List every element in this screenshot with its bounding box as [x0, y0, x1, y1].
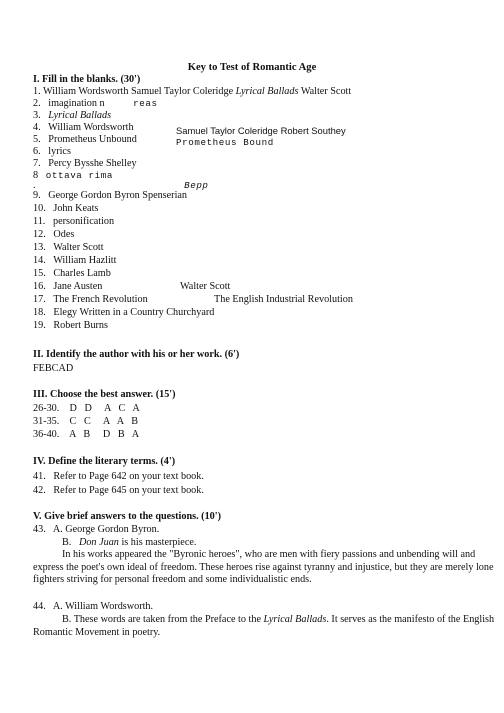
answer-text-16b: Walter Scott — [180, 281, 231, 292]
item-number: 16. — [33, 281, 46, 292]
choice-answers: C C A A B — [69, 416, 139, 427]
answer-line-11 — [33, 216, 114, 228]
item-number: 1. — [33, 86, 41, 97]
item-number: 11. — [33, 216, 46, 227]
answer-text: Robert Burns — [53, 320, 108, 331]
item-number: 7. — [33, 158, 41, 169]
answer-text: personification — [53, 216, 115, 227]
answer-line-14 — [33, 255, 116, 267]
answer-line-3 — [33, 110, 111, 122]
answer-mono: Bepp — [184, 180, 209, 191]
choice-answers: D D A C A — [69, 403, 140, 414]
question-44-a — [33, 601, 153, 613]
item-number: . — [33, 180, 36, 191]
answer-text-17b: The English Industrial Revolution — [214, 294, 353, 305]
item-number: 17. — [33, 294, 46, 305]
item-number: 42. — [33, 485, 46, 496]
answer-text: Prometheus Unbound — [48, 134, 137, 145]
answer-line-17 — [33, 294, 148, 306]
answer-line-1 — [33, 86, 351, 98]
item-number: 43. — [33, 524, 46, 535]
answer-italic: Don Juan — [78, 537, 119, 548]
item-number: 18. — [33, 307, 46, 318]
answer-line-15 — [33, 268, 111, 280]
answer-text: William Wordsworth Samuel Taylor Coleridge — [43, 86, 236, 97]
answer-line-10 — [33, 203, 98, 215]
item-number: 44. — [33, 601, 46, 612]
answer-text: B. — [62, 537, 79, 548]
definition-text: Refer to Page 642 on your text book. — [53, 471, 204, 482]
choice-row — [33, 416, 138, 428]
answer-italic: Lyrical Ballads — [235, 86, 299, 97]
answer-text: Charles Lamb — [53, 268, 111, 279]
section-5-heading: V. Give brief answers to the questions. (10') — [33, 511, 221, 522]
choice-range: 36-40. — [33, 429, 60, 440]
side-note-1: Samuel Taylor Coleridge Robert Southey — [176, 125, 346, 136]
question-44-b — [33, 614, 495, 639]
item-number: 2. — [33, 98, 41, 109]
answer-italic: Lyrical Ballads — [263, 614, 327, 625]
answer-text: B. These words are taken from the Preface to the — [62, 614, 264, 625]
answer-text: George Gordon Byron Spenserian — [48, 190, 188, 201]
answer-mono: reas — [133, 98, 158, 109]
answer-text: William Wordsworth — [48, 122, 134, 133]
page-title: Key to Test of Romantic Age — [187, 62, 317, 73]
section-2-heading: II. Identify the author with his or her work. (6') — [33, 349, 240, 360]
section-4-heading: IV. Define the literary terms. (4') — [33, 456, 176, 467]
item-number: 14. — [33, 255, 46, 266]
answer-text: Walter Scott — [53, 242, 104, 253]
item-number: 4. — [33, 122, 41, 133]
answer-italic: Lyrical Ballads — [48, 110, 112, 121]
answer-text: Jane Austen — [53, 281, 103, 292]
answer-text: imagination n — [48, 98, 105, 109]
item-number: 9. — [33, 190, 41, 201]
answer-text: Percy Bysshe Shelley — [48, 158, 137, 169]
answer-text: is his masterpiece. — [118, 537, 197, 548]
item-number: 19. — [33, 320, 46, 331]
answer-line-6 — [33, 146, 71, 158]
item-number: 8 — [33, 170, 39, 181]
answer-line-16 — [33, 281, 102, 293]
answer-text: . It serves as the manifesto of the English Romantic Movement in poetry. — [33, 614, 495, 638]
answer-line-18 — [33, 307, 214, 319]
item-number: 15. — [33, 268, 46, 279]
answer-text: The French Revolution — [53, 294, 148, 305]
answer-line-9 — [33, 190, 187, 202]
section-3-heading: III. Choose the best answer. (15') — [33, 389, 176, 400]
definition-item — [33, 471, 204, 483]
answer-mono: ottava rima — [45, 170, 113, 181]
answer-line-7 — [33, 158, 137, 170]
choice-range: 31-35. — [33, 416, 60, 427]
section-1-heading: I. Fill in the blanks. (30') — [33, 74, 141, 85]
answer-text: Walter Scott — [298, 86, 352, 97]
answer-line-2 — [33, 98, 158, 110]
answer-line-5 — [33, 134, 137, 146]
section-2-answer: FEBCAD — [33, 363, 74, 374]
item-number: 6. — [33, 146, 41, 157]
answer-line-13 — [33, 242, 104, 254]
item-number: 10. — [33, 203, 46, 214]
answer-line-12 — [33, 229, 74, 241]
definition-text: Refer to Page 645 on your text book. — [53, 485, 204, 496]
choice-row — [33, 429, 139, 441]
item-number: 5. — [33, 134, 41, 145]
choice-answers: A B D B A — [68, 429, 140, 440]
choice-row — [33, 403, 140, 415]
answer-line-4 — [33, 122, 134, 134]
answer-line-19 — [33, 320, 108, 332]
answer-text: Elegy Written in a Country Churchyard — [53, 307, 215, 318]
item-number: 41. — [33, 471, 46, 482]
answer-text: A. George Gordon Byron. — [52, 524, 160, 535]
choice-range: 26-30. — [33, 403, 60, 414]
answer-text: A. William Wordsworth. — [52, 601, 154, 612]
answer-text: lyrics — [48, 146, 71, 157]
side-note-2: Prometheus Bound — [176, 137, 274, 148]
definition-item — [33, 485, 204, 497]
answer-text: John Keats — [53, 203, 99, 214]
answer-text: Odes — [53, 229, 75, 240]
answer-text: William Hazlitt — [53, 255, 117, 266]
question-43-paragraph: In his works appeared the "Byronic heroes", who are men with fiery passions and unbending will and express the poet's own ideal of freedom. These heroes rise against tyranny and injustice, but they are merely lone fighters striving for personal freedom and some individualistic ends. — [33, 549, 494, 586]
question-43-a — [33, 524, 159, 536]
item-number: 3. — [33, 110, 41, 121]
item-number: 12. — [33, 229, 46, 240]
question-43-b — [62, 537, 196, 549]
item-number: 13. — [33, 242, 46, 253]
